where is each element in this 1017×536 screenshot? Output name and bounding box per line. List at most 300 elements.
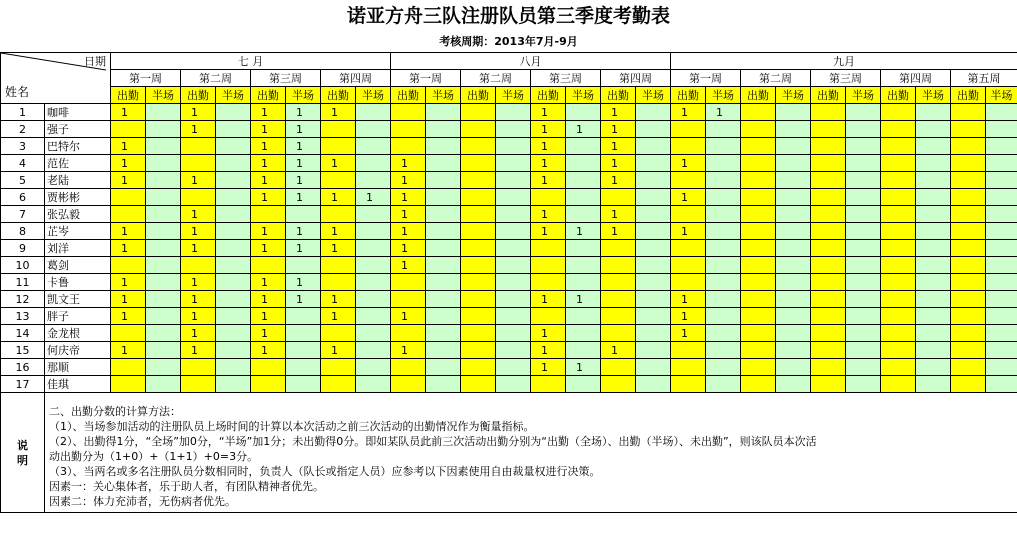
half-cell bbox=[706, 206, 741, 223]
half-cell bbox=[706, 240, 741, 257]
attend-cell: 1 bbox=[391, 206, 426, 223]
row-number: 14 bbox=[1, 325, 45, 342]
month-header: 九月 bbox=[671, 53, 1017, 70]
attend-cell bbox=[881, 138, 916, 155]
note-line: 因素二：体力充沛者，无伤病者优先。 bbox=[49, 495, 236, 508]
half-cell bbox=[776, 189, 811, 206]
half-cell bbox=[986, 291, 1017, 308]
half-cell bbox=[916, 223, 951, 240]
table-row bbox=[1, 172, 1017, 189]
attend-header: 出勤 bbox=[741, 87, 776, 104]
attend-cell bbox=[601, 274, 636, 291]
half-cell bbox=[846, 104, 881, 121]
attend-cell bbox=[741, 342, 776, 359]
half-cell: 1 bbox=[286, 291, 321, 308]
half-cell bbox=[286, 325, 321, 342]
note-line: 动出勤分为（1+0）+（1+1）+0=3分。 bbox=[49, 450, 259, 463]
half-cell: 1 bbox=[286, 155, 321, 172]
half-cell bbox=[706, 223, 741, 240]
half-cell bbox=[706, 172, 741, 189]
attend-cell bbox=[461, 206, 496, 223]
attend-header: 出勤 bbox=[671, 87, 706, 104]
member-name: 老陆 bbox=[45, 172, 111, 189]
half-cell bbox=[216, 308, 251, 325]
half-cell bbox=[916, 257, 951, 274]
attend-cell: 1 bbox=[531, 359, 566, 376]
row-number: 7 bbox=[1, 206, 45, 223]
half-cell bbox=[916, 121, 951, 138]
attend-cell bbox=[531, 257, 566, 274]
attend-cell bbox=[671, 359, 706, 376]
half-cell bbox=[636, 359, 671, 376]
attend-cell: 1 bbox=[111, 155, 146, 172]
attend-cell bbox=[951, 172, 986, 189]
attend-cell bbox=[391, 274, 426, 291]
attend-cell bbox=[951, 138, 986, 155]
half-cell bbox=[146, 206, 181, 223]
attend-cell bbox=[251, 359, 286, 376]
half-cell bbox=[356, 172, 391, 189]
member-name: 佳琪 bbox=[45, 376, 111, 393]
row-number: 11 bbox=[1, 274, 45, 291]
notes-label: 说 明 bbox=[1, 393, 45, 513]
half-cell bbox=[916, 206, 951, 223]
attend-cell: 1 bbox=[321, 291, 356, 308]
half-cell bbox=[846, 155, 881, 172]
attend-cell bbox=[461, 291, 496, 308]
half-cell bbox=[776, 359, 811, 376]
attend-cell bbox=[881, 274, 916, 291]
attend-cell bbox=[671, 376, 706, 393]
half-cell bbox=[496, 138, 531, 155]
table-row bbox=[1, 325, 1017, 342]
half-cell bbox=[496, 376, 531, 393]
table-row bbox=[1, 121, 1017, 138]
member-name: 贾彬彬 bbox=[45, 189, 111, 206]
attend-cell: 1 bbox=[601, 342, 636, 359]
attend-cell bbox=[951, 342, 986, 359]
half-cell bbox=[426, 172, 461, 189]
attend-header: 出勤 bbox=[601, 87, 636, 104]
attend-cell bbox=[461, 121, 496, 138]
half-cell bbox=[216, 155, 251, 172]
attend-header: 出勤 bbox=[951, 87, 986, 104]
half-cell bbox=[986, 104, 1017, 121]
half-cell bbox=[216, 291, 251, 308]
table-row bbox=[1, 240, 1017, 257]
attend-cell: 1 bbox=[111, 274, 146, 291]
attend-cell: 1 bbox=[251, 342, 286, 359]
attend-cell bbox=[181, 376, 216, 393]
attend-cell: 1 bbox=[321, 155, 356, 172]
half-cell bbox=[356, 274, 391, 291]
half-cell bbox=[216, 189, 251, 206]
week-header: 第五周 bbox=[951, 70, 1017, 87]
table-row bbox=[1, 376, 1017, 393]
attend-cell: 1 bbox=[321, 104, 356, 121]
attend-cell: 1 bbox=[111, 291, 146, 308]
half-cell bbox=[356, 240, 391, 257]
half-cell bbox=[216, 172, 251, 189]
attend-cell bbox=[251, 206, 286, 223]
attend-cell: 1 bbox=[601, 172, 636, 189]
attend-cell bbox=[461, 274, 496, 291]
half-cell bbox=[916, 172, 951, 189]
attend-cell bbox=[671, 240, 706, 257]
half-cell bbox=[426, 121, 461, 138]
half-cell bbox=[426, 223, 461, 240]
half-cell bbox=[286, 376, 321, 393]
attend-cell: 1 bbox=[181, 291, 216, 308]
half-cell bbox=[706, 308, 741, 325]
half-cell bbox=[776, 223, 811, 240]
half-cell bbox=[846, 376, 881, 393]
row-number: 2 bbox=[1, 121, 45, 138]
half-cell bbox=[146, 121, 181, 138]
half-cell bbox=[286, 206, 321, 223]
attend-cell bbox=[461, 308, 496, 325]
attend-cell bbox=[881, 240, 916, 257]
attend-cell bbox=[881, 376, 916, 393]
attend-cell bbox=[181, 257, 216, 274]
attend-cell bbox=[741, 121, 776, 138]
attend-cell bbox=[601, 359, 636, 376]
month-header: 八月 bbox=[391, 53, 671, 70]
half-cell bbox=[986, 155, 1017, 172]
attend-cell bbox=[811, 342, 846, 359]
half-cell bbox=[776, 274, 811, 291]
half-cell bbox=[496, 223, 531, 240]
half-cell bbox=[566, 274, 601, 291]
half-cell: 1 bbox=[566, 291, 601, 308]
attend-cell bbox=[601, 325, 636, 342]
attend-cell bbox=[811, 104, 846, 121]
member-name: 金龙根 bbox=[45, 325, 111, 342]
attend-cell bbox=[811, 257, 846, 274]
attend-cell bbox=[811, 189, 846, 206]
attend-cell: 1 bbox=[181, 104, 216, 121]
attend-cell: 1 bbox=[251, 104, 286, 121]
attend-cell bbox=[181, 189, 216, 206]
attend-cell bbox=[671, 342, 706, 359]
half-cell bbox=[776, 291, 811, 308]
row-number: 16 bbox=[1, 359, 45, 376]
attend-cell bbox=[951, 189, 986, 206]
attend-cell bbox=[111, 121, 146, 138]
attend-header: 出勤 bbox=[111, 87, 146, 104]
attend-cell bbox=[671, 257, 706, 274]
note-line: 因素一：关心集体者，乐于助人者，有团队精神者优先。 bbox=[49, 480, 324, 493]
half-cell bbox=[216, 223, 251, 240]
half-cell bbox=[146, 325, 181, 342]
half-cell bbox=[566, 342, 601, 359]
attend-cell bbox=[881, 104, 916, 121]
attend-header: 出勤 bbox=[321, 87, 356, 104]
half-cell bbox=[986, 308, 1017, 325]
attend-cell bbox=[881, 325, 916, 342]
half-cell bbox=[426, 257, 461, 274]
attend-cell: 1 bbox=[531, 223, 566, 240]
half-cell bbox=[496, 308, 531, 325]
half-cell bbox=[426, 359, 461, 376]
attend-cell: 1 bbox=[531, 342, 566, 359]
attend-cell bbox=[741, 138, 776, 155]
member-name: 葛剑 bbox=[45, 257, 111, 274]
week-header: 第三周 bbox=[251, 70, 321, 87]
attend-header: 出勤 bbox=[531, 87, 566, 104]
half-cell bbox=[706, 325, 741, 342]
attend-cell: 1 bbox=[531, 325, 566, 342]
row-number: 5 bbox=[1, 172, 45, 189]
attend-cell bbox=[531, 308, 566, 325]
half-cell bbox=[916, 138, 951, 155]
sheet-title: 诺亚方舟三队注册队员第三季度考勤表 bbox=[346, 5, 670, 27]
half-header: 半场 bbox=[846, 87, 881, 104]
assessment-period: 考核周期：2013年7月-9月 bbox=[439, 35, 578, 48]
attend-cell: 1 bbox=[251, 189, 286, 206]
member-name: 刘洋 bbox=[45, 240, 111, 257]
half-cell bbox=[496, 206, 531, 223]
note-line: （1）、当场参加活动的注册队员上场时间的计算以本次活动之前三次活动的出勤情况作为衡量指标。 bbox=[49, 420, 535, 433]
attend-cell bbox=[741, 155, 776, 172]
half-cell bbox=[356, 155, 391, 172]
half-cell bbox=[146, 342, 181, 359]
half-cell: 1 bbox=[566, 359, 601, 376]
week-header: 第一周 bbox=[111, 70, 181, 87]
note-line: （2）、出勤得1分，“全场”加0分，“半场”加1分；未出勤得0分。即如某队员此前三次活动出勤分别为“出勤（全场）、出勤（半场）、未出勤”，则该队员本次活 bbox=[49, 435, 817, 448]
attend-cell: 1 bbox=[391, 223, 426, 240]
month-header: 七 月 bbox=[111, 53, 391, 70]
half-cell bbox=[776, 172, 811, 189]
attend-cell: 1 bbox=[671, 308, 706, 325]
half-cell bbox=[356, 342, 391, 359]
half-cell bbox=[566, 257, 601, 274]
attend-cell: 1 bbox=[111, 240, 146, 257]
attend-cell bbox=[601, 189, 636, 206]
row-number: 3 bbox=[1, 138, 45, 155]
half-cell bbox=[636, 308, 671, 325]
table-row bbox=[1, 291, 1017, 308]
note-line: （3）、当两名或多名注册队员分数相同时，负责人（队长或指定人员）应参考以下因素使用自由裁量权进行决策。 bbox=[49, 465, 601, 478]
attend-cell bbox=[951, 104, 986, 121]
half-cell bbox=[986, 274, 1017, 291]
half-cell bbox=[216, 376, 251, 393]
week-header: 第四周 bbox=[601, 70, 671, 87]
attend-cell bbox=[741, 189, 776, 206]
half-cell bbox=[916, 359, 951, 376]
attend-cell bbox=[881, 291, 916, 308]
attend-cell bbox=[321, 359, 356, 376]
half-cell bbox=[426, 189, 461, 206]
week-header: 第四周 bbox=[881, 70, 951, 87]
attend-cell: 1 bbox=[321, 240, 356, 257]
half-cell: 1 bbox=[286, 121, 321, 138]
attend-cell bbox=[741, 308, 776, 325]
half-cell bbox=[146, 308, 181, 325]
attend-cell bbox=[461, 138, 496, 155]
member-name: 芷岑 bbox=[45, 223, 111, 240]
half-cell bbox=[706, 257, 741, 274]
attend-cell bbox=[251, 376, 286, 393]
half-cell bbox=[356, 257, 391, 274]
attend-header: 出勤 bbox=[461, 87, 496, 104]
attend-cell: 1 bbox=[181, 172, 216, 189]
attend-cell: 1 bbox=[601, 104, 636, 121]
attend-cell bbox=[531, 274, 566, 291]
half-cell bbox=[146, 359, 181, 376]
half-cell bbox=[776, 325, 811, 342]
attend-cell: 1 bbox=[181, 121, 216, 138]
half-cell bbox=[356, 121, 391, 138]
half-cell bbox=[286, 342, 321, 359]
attend-cell: 1 bbox=[111, 104, 146, 121]
half-cell bbox=[146, 155, 181, 172]
member-name: 卡鲁 bbox=[45, 274, 111, 291]
attend-cell: 1 bbox=[181, 240, 216, 257]
attend-cell bbox=[881, 206, 916, 223]
week-header: 第二周 bbox=[461, 70, 531, 87]
half-cell bbox=[496, 257, 531, 274]
attend-cell bbox=[251, 257, 286, 274]
half-cell bbox=[496, 121, 531, 138]
attend-cell bbox=[881, 121, 916, 138]
attend-cell bbox=[811, 138, 846, 155]
attend-cell: 1 bbox=[251, 291, 286, 308]
attend-cell bbox=[671, 172, 706, 189]
half-cell bbox=[146, 189, 181, 206]
attend-cell bbox=[741, 291, 776, 308]
half-cell bbox=[146, 274, 181, 291]
attend-cell bbox=[951, 325, 986, 342]
attend-cell bbox=[951, 308, 986, 325]
attend-cell bbox=[391, 121, 426, 138]
half-cell bbox=[776, 121, 811, 138]
attend-cell: 1 bbox=[391, 257, 426, 274]
attend-cell: 1 bbox=[181, 308, 216, 325]
half-cell bbox=[496, 342, 531, 359]
half-cell bbox=[706, 189, 741, 206]
half-cell: 1 bbox=[286, 223, 321, 240]
half-cell bbox=[776, 240, 811, 257]
half-cell bbox=[426, 206, 461, 223]
member-name: 范佐 bbox=[45, 155, 111, 172]
half-cell bbox=[426, 308, 461, 325]
half-cell bbox=[636, 121, 671, 138]
attend-cell bbox=[461, 189, 496, 206]
attend-cell: 1 bbox=[531, 206, 566, 223]
half-cell bbox=[356, 206, 391, 223]
half-cell bbox=[706, 138, 741, 155]
half-cell bbox=[286, 359, 321, 376]
attend-cell: 1 bbox=[601, 155, 636, 172]
attend-cell bbox=[951, 291, 986, 308]
attend-cell bbox=[881, 189, 916, 206]
half-cell bbox=[566, 325, 601, 342]
half-cell bbox=[986, 325, 1017, 342]
attend-cell bbox=[601, 308, 636, 325]
half-header: 半场 bbox=[286, 87, 321, 104]
attend-cell bbox=[321, 376, 356, 393]
half-cell bbox=[426, 376, 461, 393]
half-cell bbox=[496, 189, 531, 206]
half-cell bbox=[636, 223, 671, 240]
half-cell bbox=[496, 155, 531, 172]
half-cell bbox=[426, 274, 461, 291]
name-header: 姓名 bbox=[5, 85, 30, 99]
attend-cell: 1 bbox=[321, 189, 356, 206]
half-cell bbox=[916, 291, 951, 308]
half-cell bbox=[986, 342, 1017, 359]
attend-cell: 1 bbox=[531, 291, 566, 308]
attend-cell bbox=[741, 376, 776, 393]
half-cell bbox=[146, 223, 181, 240]
half-cell bbox=[566, 240, 601, 257]
half-cell bbox=[496, 240, 531, 257]
attend-cell bbox=[461, 172, 496, 189]
attend-cell bbox=[531, 189, 566, 206]
half-cell bbox=[566, 155, 601, 172]
half-header: 半场 bbox=[426, 87, 461, 104]
half-header: 半场 bbox=[916, 87, 951, 104]
half-cell bbox=[216, 121, 251, 138]
half-cell bbox=[356, 104, 391, 121]
half-cell: 1 bbox=[286, 240, 321, 257]
half-cell bbox=[636, 291, 671, 308]
half-cell bbox=[496, 274, 531, 291]
half-cell bbox=[846, 359, 881, 376]
attend-cell: 1 bbox=[531, 138, 566, 155]
half-cell bbox=[846, 206, 881, 223]
half-cell bbox=[426, 291, 461, 308]
member-name: 巴特尔 bbox=[45, 138, 111, 155]
half-cell bbox=[706, 376, 741, 393]
half-cell bbox=[986, 189, 1017, 206]
half-cell bbox=[146, 138, 181, 155]
attend-cell: 1 bbox=[391, 342, 426, 359]
half-cell bbox=[706, 121, 741, 138]
half-cell bbox=[916, 189, 951, 206]
half-cell bbox=[146, 172, 181, 189]
week-header: 第一周 bbox=[671, 70, 741, 87]
half-header: 半场 bbox=[356, 87, 391, 104]
attend-cell bbox=[951, 257, 986, 274]
attend-cell bbox=[951, 121, 986, 138]
row-number: 15 bbox=[1, 342, 45, 359]
attend-cell: 1 bbox=[251, 308, 286, 325]
attend-cell bbox=[391, 359, 426, 376]
half-cell bbox=[916, 274, 951, 291]
half-cell bbox=[216, 138, 251, 155]
half-cell bbox=[916, 376, 951, 393]
attend-cell bbox=[461, 325, 496, 342]
member-name: 胖子 bbox=[45, 308, 111, 325]
half-cell bbox=[846, 240, 881, 257]
attend-cell bbox=[321, 257, 356, 274]
attend-cell: 1 bbox=[181, 342, 216, 359]
table-row bbox=[1, 342, 1017, 359]
half-cell bbox=[846, 172, 881, 189]
half-cell bbox=[916, 342, 951, 359]
attend-cell: 1 bbox=[601, 138, 636, 155]
attend-cell bbox=[111, 189, 146, 206]
half-cell bbox=[776, 376, 811, 393]
attend-cell bbox=[811, 376, 846, 393]
half-cell bbox=[846, 308, 881, 325]
attend-cell: 1 bbox=[671, 189, 706, 206]
header-corner bbox=[1, 53, 111, 104]
attend-cell: 1 bbox=[181, 274, 216, 291]
attend-cell: 1 bbox=[111, 172, 146, 189]
